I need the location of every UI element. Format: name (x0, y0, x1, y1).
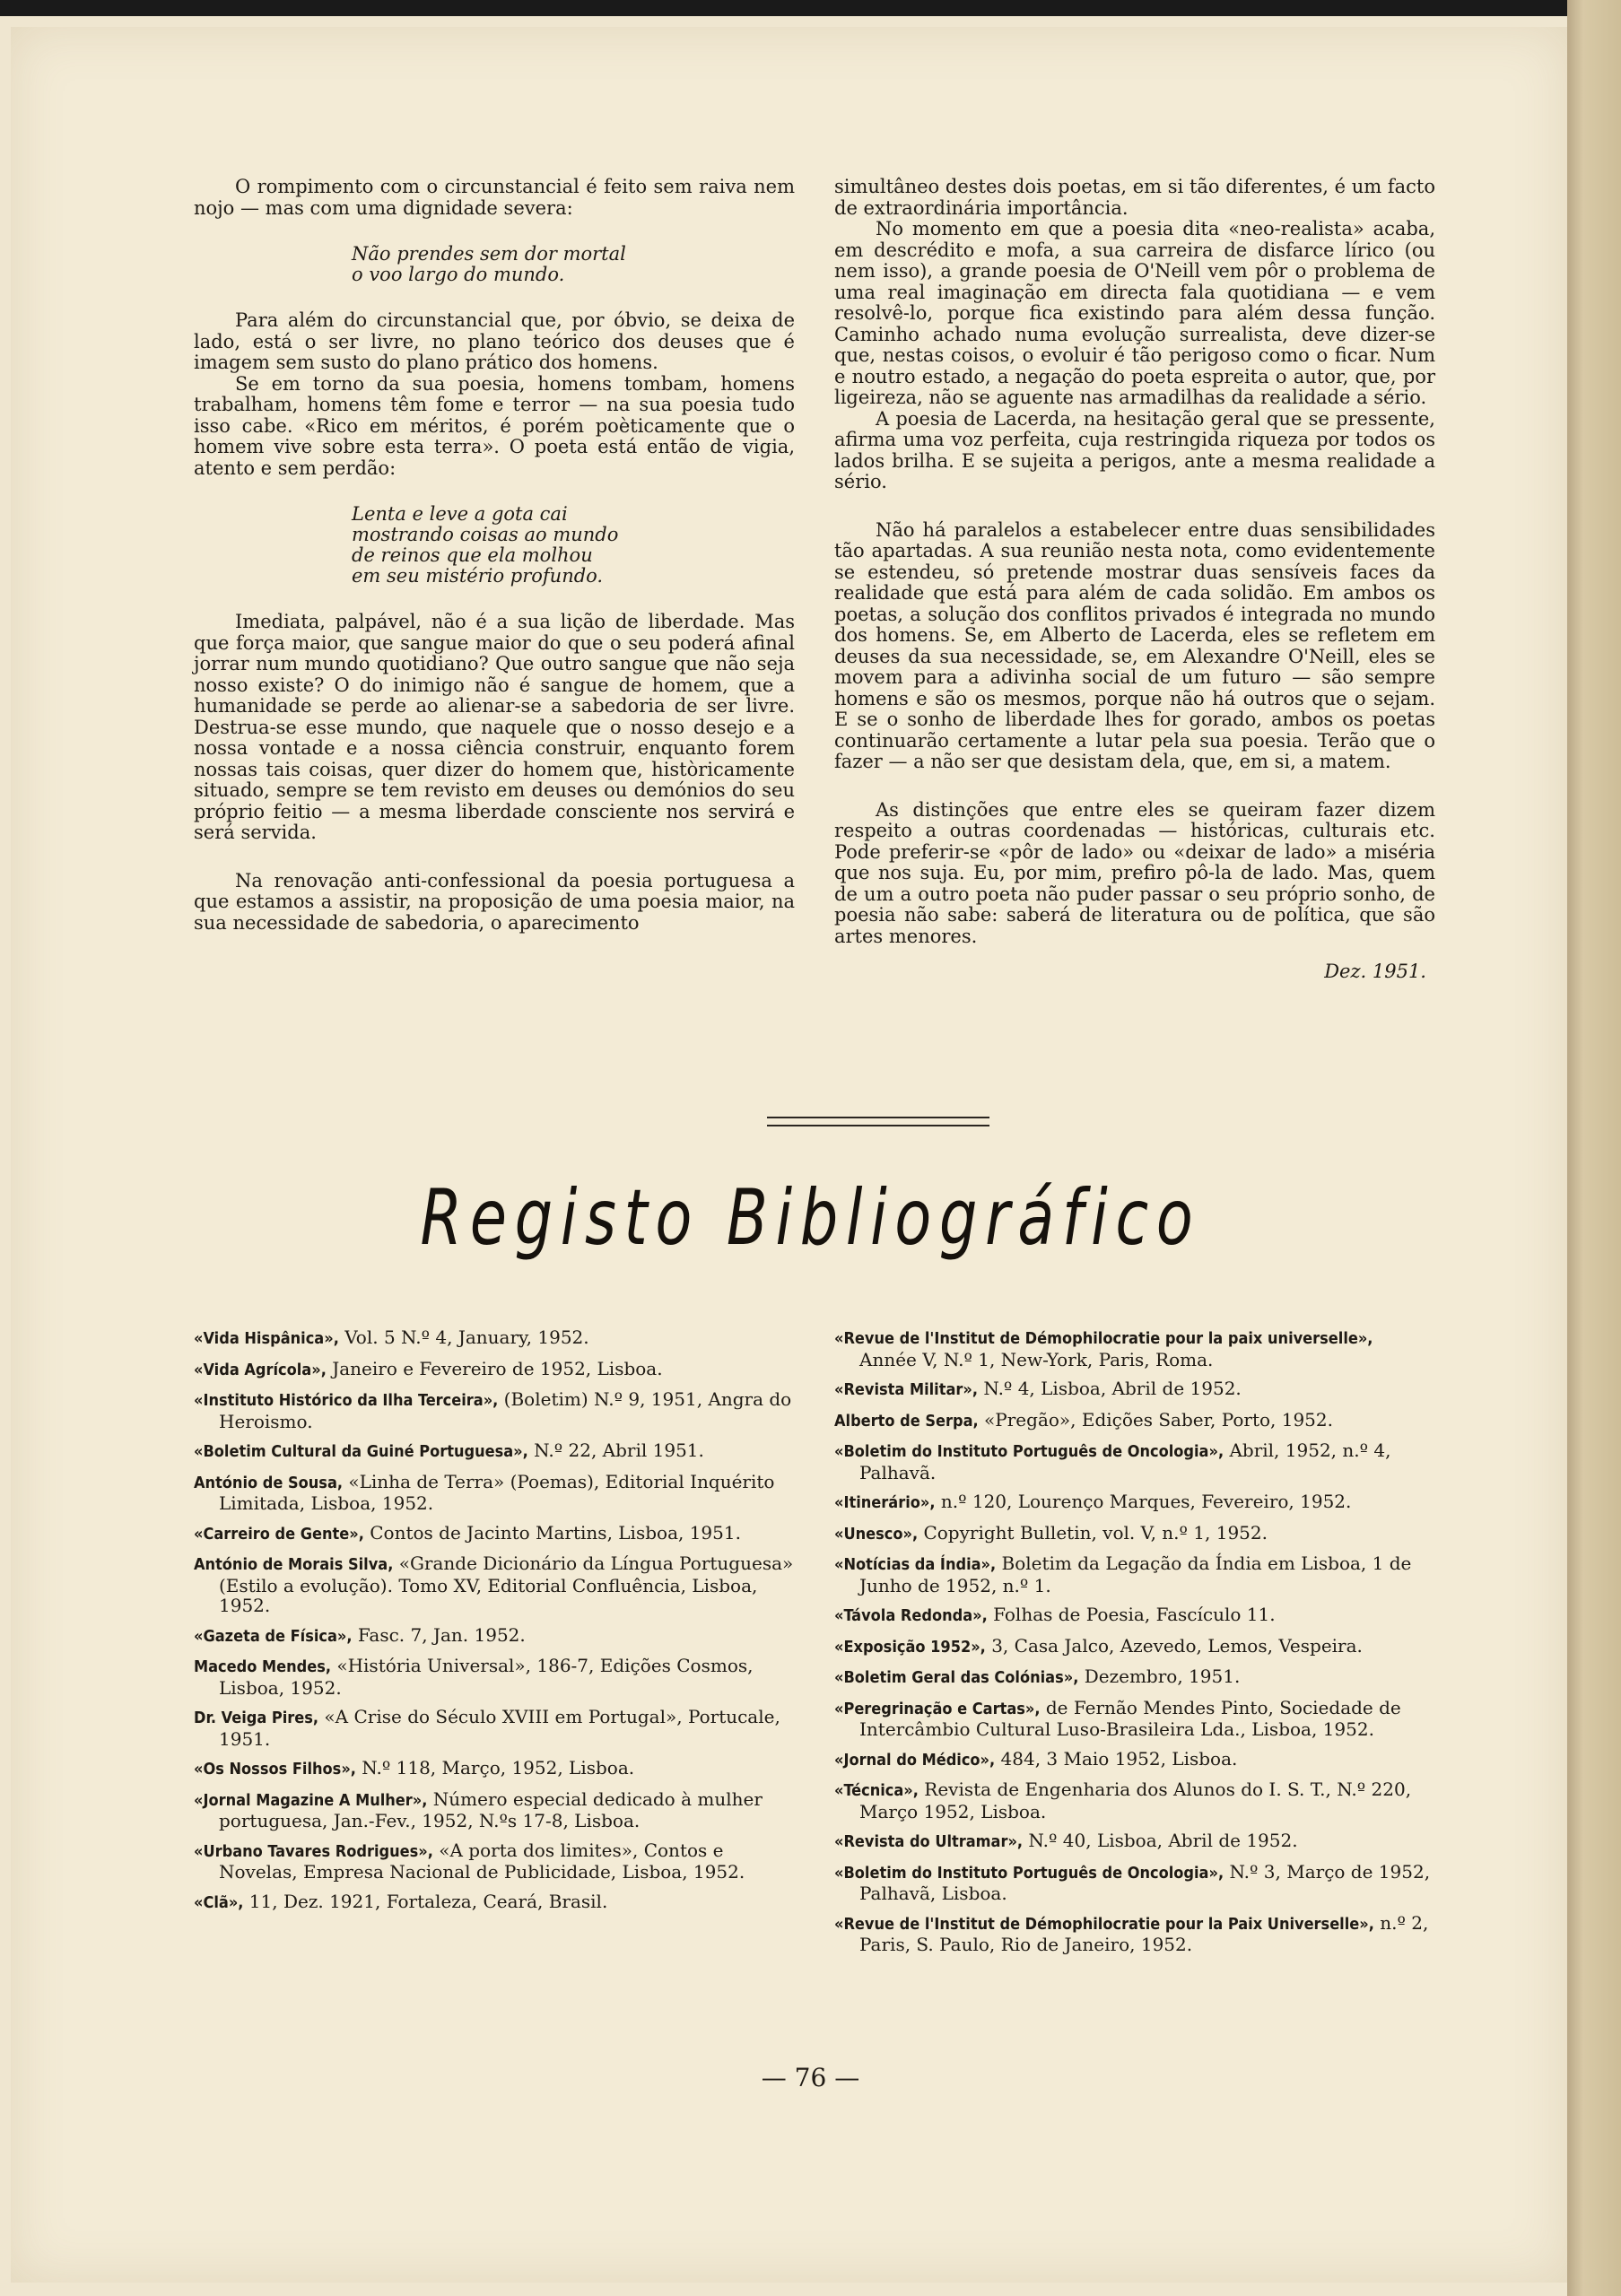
bibliography-entry (834, 1636, 1435, 1658)
bibliography-right-column (834, 1327, 1435, 1964)
bibliography-entry (834, 1779, 1435, 1822)
verse-line: mostrando coisas ao mundo (352, 524, 619, 545)
bibliography-entry (194, 1656, 795, 1698)
bibliography-entry (194, 1472, 795, 1514)
entry-heading: «Boletim Cultural da Guiné Portuguesa», (194, 1442, 528, 1461)
entry-heading: «Boletim Geral das Colónias», (834, 1668, 1079, 1687)
entry-heading: «Peregrinação e Cartas», (834, 1699, 1041, 1718)
bibliography-entry (834, 1378, 1435, 1401)
entry-heading: «Os Nossos Filhos», (194, 1760, 356, 1779)
entry-heading: «Carreiro de Gente», (194, 1524, 364, 1544)
entry-heading: «Instituto Histórico da Ilha Terceira», (194, 1391, 499, 1410)
entry-heading: «Jornal do Médico», (834, 1750, 996, 1770)
page-number: — 76 — (761, 2063, 860, 2092)
bibliography-entry (834, 1666, 1435, 1689)
bibliography-entry (194, 1707, 795, 1749)
entry-heading: «Técnica», (834, 1781, 919, 1800)
entry-heading: «Vida Agrícola», (194, 1360, 327, 1379)
article-date: Dez. 1951. (1324, 961, 1426, 982)
entry-heading: António de Morais Silva, (194, 1555, 394, 1574)
bibliography-entry (834, 1327, 1435, 1370)
paragraph: O rompimento com o circunstancial é feito sem raiva nem nojo — mas com uma dignidade severa: (194, 176, 795, 219)
bibliography-entry (834, 1862, 1435, 1904)
entry-heading: Alberto de Serpa, (834, 1411, 979, 1431)
paragraph: Na renovação anti-confessional da poesia portuguesa a que estamos a assistir, na proposição de uma poesia maior, na sua necessidade de sabedoria, o aparecimento (194, 869, 795, 934)
entry-heading: «Revue de l'Institut de Démophilocratie pour la Paix Universelle», (834, 1914, 1374, 1934)
entry-details: 484, 3 Maio 1952, Lisboa. (995, 1747, 1238, 1770)
section-title: Registo Bibliográfico (420, 1173, 1201, 1263)
entry-details: 3, Casa Jalco, Azevedo, Lemos, Vespeira. (985, 1634, 1363, 1657)
page-edge (1567, 0, 1621, 2296)
bibliography-entry (834, 1749, 1435, 1771)
bibliography-entry (194, 1327, 795, 1350)
entry-details: n.º 120, Lourenço Marques, Fevereiro, 1952. (935, 1491, 1352, 1512)
entry-details: (Boletim) N.º 9, 1951, Angra do Heroismo. (219, 1388, 792, 1432)
entry-details: Copyright Bulletin, vol. V, n.º 1, 1952. (918, 1521, 1268, 1544)
entry-heading: «Revista Militar», (834, 1380, 978, 1399)
bibliography-entry (834, 1553, 1435, 1596)
entry-details: «A porta dos limites», Contos e Novelas, Empresa Nacional de Publicidade, Lisboa, 1952. (219, 1839, 745, 1883)
entry-details: Folhas de Poesia, Fascículo 11. (987, 1604, 1276, 1625)
entry-details: «A Crise do Século XVIII em Portugal», Portucale, 1951. (219, 1706, 780, 1750)
entry-heading: «Jornal Magazine A Mulher», (194, 1790, 428, 1810)
entry-details: Número especial dedicado à mulher portuguesa, Jan.-Fev., 1952, N.ºs 17-8, Lisboa. (219, 1787, 763, 1831)
entry-details: «Grande Dicionário da Língua Portuguesa» (Estilo a evolução). Tomo XV, Editorial Confluência, Lisboa, 1952. (219, 1552, 794, 1616)
bibliography-entry (834, 1440, 1435, 1483)
entry-details: «Linha de Terra» (Poemas), Editorial Inquérito Limitada, Lisboa, 1952. (219, 1470, 775, 1514)
entry-heading: «Itinerário», (834, 1493, 936, 1512)
entry-details: Janeiro e Fevereiro de 1952, Lisboa. (326, 1357, 663, 1379)
paragraph: No momento em que a poesia dita «neo-realista» acaba, em descrédito e mofa, a sua carreira de disfarce lírico (ou nem isso), a grande poesia de O'Neill vem pôr o problema de uma real imaginação em directa fala quotidiana — e vem resolvê-lo, porque fica existindo para além dessa função. Caminho achado numa evolução surrealista, deve dizer-se que, nestas coisos, o evoluir é tão perigoso como o ficar. Num e noutro estado, a negação do poeta espreita o autor, que, por ligeireza, não se aguente nas armadilhas da realidade a sério. (834, 218, 1435, 408)
entry-heading: «Clã», (194, 1892, 244, 1912)
verse-line: o voo largo do mundo. (352, 264, 565, 285)
bibliography-entry (834, 1523, 1435, 1545)
bibliography-entry (194, 1389, 795, 1431)
bibliography-entry (834, 1698, 1435, 1740)
entry-heading: «Vida Hispânica», (194, 1329, 339, 1348)
verse-line: Lenta e leve a gota cai (352, 503, 568, 525)
entry-heading: «Távola Redonda», (834, 1606, 988, 1625)
entry-heading: «Notícias da Índia», (834, 1555, 997, 1574)
bibliography-entry (194, 1789, 795, 1831)
paragraph: As distinções que entre eles se queiram fazer dizem respeito a outras coordenadas — históricas, culturais etc. Pode preferir-se «pôr de lado» ou «deixar de lado» a miséria que nos suja. Eu, por mim, prefiro pô-la de lado. Mas, quem de um a outro poeta não puder passar o seu próprio sonho, de poesia não sabe: saberá de literatura ou de política, que são artes menores. (834, 798, 1435, 947)
entry-details: Abril, 1952, n.º 4, Palhavã. (859, 1439, 1391, 1483)
entry-heading: António de Sousa, (194, 1473, 344, 1492)
bibliography-entry (834, 1605, 1435, 1627)
verse-line: em seu mistério profundo. (352, 565, 604, 587)
verse-quote (194, 244, 795, 285)
entry-details: Contos de Jacinto Martins, Lisboa, 1951. (363, 1521, 741, 1544)
entry-details: «História Universal», 186-7, Edições Cosmos, Lisboa, 1952. (219, 1655, 754, 1699)
article-right-column (834, 177, 1435, 983)
entry-details: Fasc. 7, Jan. 1952. (352, 1623, 526, 1646)
bibliography-entry (834, 1492, 1435, 1514)
bibliography-entry (194, 1625, 795, 1648)
entry-details: de Fernão Mendes Pinto, Sociedade de Intercâmbio Cultural Luso-Brasileira Lda., Lisboa, 1952. (859, 1696, 1401, 1740)
bibliography-left-column (194, 1327, 795, 1922)
entry-heading: Macedo Mendes, (194, 1657, 331, 1676)
entry-heading: «Revista do Ultramar», (834, 1832, 1024, 1851)
entry-heading: «Boletim do Instituto Português de Oncologia», (834, 1863, 1224, 1883)
entry-details: «Pregão», Edições Saber, Porto, 1952. (978, 1408, 1333, 1431)
entry-heading: «Urbano Tavares Rodrigues», (194, 1841, 433, 1861)
verse-line: Não prendes sem dor mortal (352, 243, 626, 265)
bibliography-entry (834, 1831, 1435, 1853)
entry-details: Vol. 5 N.º 4, January, 1952. (338, 1326, 589, 1348)
bibliography-entry (194, 1892, 795, 1914)
entry-details: N.º 40, Lisboa, Abril de 1952. (1023, 1830, 1298, 1851)
article-left-column (194, 177, 795, 934)
entry-heading: «Unesco», (834, 1524, 919, 1544)
verse-quote (194, 504, 795, 587)
entry-heading: «Boletim do Instituto Português de Oncologia», (834, 1442, 1224, 1461)
entry-heading: «Exposição 1952», (834, 1637, 986, 1657)
bibliography-entry (194, 1523, 795, 1545)
entry-details: n.º 2, Paris, S. Paulo, Rio de Janeiro, 1952. (859, 1911, 1429, 1955)
entry-details: Année V, N.º 1, New-York, Paris, Roma. (859, 1348, 1214, 1370)
paragraph: A poesia de Lacerda, na hesitação geral que se pressente, afirma uma voz perfeita, cuja restringida riqueza por todos os lados brilha. E se sujeita a perigos, ante a mesma realidade a sério. (834, 407, 1435, 492)
bibliography-entry (194, 1440, 795, 1463)
entry-details: N.º 118, Março, 1952, Lisboa. (355, 1757, 635, 1779)
bibliography-entry (194, 1840, 795, 1883)
entry-details: N.º 22, Abril 1951. (527, 1439, 704, 1461)
bibliography-entry (834, 1410, 1435, 1432)
paragraph: simultâneo destes dois poetas, em si tão diferentes, é um facto de extraordinária importância. (834, 176, 1435, 219)
top-border (0, 0, 1621, 16)
paragraph: Para além do circunstancial que, por óbvio, se deixa de lado, está o ser livre, no plano teórico dos deuses que é imagem sem susto do plano prático dos homens. (194, 309, 795, 373)
entry-heading: «Gazeta de Física», (194, 1626, 353, 1646)
entry-details: N.º 4, Lisboa, Abril de 1952. (978, 1378, 1242, 1399)
entry-details: 11, Dez. 1921, Fortaleza, Ceará, Brasil. (243, 1890, 608, 1912)
entry-details: N.º 3, Março de 1952, Palhavã, Lisboa. (859, 1860, 1431, 1904)
verse-line: de reinos que ela molhou (352, 544, 593, 566)
entry-heading: «Revue de l'Institut de Démophilocratie pour la paix universelle», (834, 1329, 1373, 1348)
entry-details: Boletim da Legação da Índia em Lisboa, 1 de Junho de 1952, n.º 1. (859, 1552, 1412, 1596)
bibliography-entry (194, 1359, 795, 1381)
bibliography-entry (194, 1758, 795, 1780)
paragraph: Imediata, palpável, não é a sua lição de liberdade. Mas que força maior, que sangue maior do que o seu poderá afinal jorrar num mundo quotidiano? Que outro sangue que não seja nosso existe? O do inimigo não é sangue de homem, que a humanidade se perde ao alienar-se a sabedoria de ser livre. Destrua-se esse mundo, que naquele que o nosso desejo e a nossa vontade e a nossa ciência construir, enquanto forem nossas tais coisas, quer dizer do homem que, històricamente situado, sempre se tem revisto em deuses ou demónios do seu próprio feitio — a mesma liberdade consciente nos servirá e será servida. (194, 611, 795, 843)
entry-details: Revista de Engenharia dos Alunos do I. S. T., N.º 220, Março 1952, Lisboa. (859, 1779, 1412, 1822)
entry-heading: Dr. Veiga Pires, (194, 1709, 319, 1727)
section-divider (767, 1117, 989, 1126)
paragraph: Se em torno da sua poesia, homens tombam, homens trabalham, homens têm fome e terror — na sua poesia tudo isso cabe. «Rico em méritos, é porém poèticamente que o homem vive sobre esta terra». O poeta está então de vigia, atento e sem perdão: (194, 372, 795, 479)
bibliography-entry (834, 1913, 1435, 1955)
entry-details: Dezembro, 1951. (1078, 1665, 1241, 1687)
bibliography-entry (194, 1553, 795, 1616)
paragraph: Não há paralelos a estabelecer entre duas sensibilidades tão apartadas. A sua reunião nesta nota, como evidentemente se estendeu, só pretende mostrar duas sensíveis faces da realidade que está para além de cada solidão. Em ambos os poetas, a solução dos conflitos privados é integrada no mundo dos homens. Se, em Alberto de Lacerda, eles se refletem em deuses da sua necessidade, se, em Alexandre O'Neill, eles se movem para a adivinha social de um futuro — são sempre homens e são os mesmos, porque não há outros que o sejam. E se o sonho de liberdade lhes for gorado, ambos os poetas continuarão certamente a lutar pela sua poesia. Terão que o fazer — a não ser que desistam dela, que, em si, a matem. (834, 518, 1435, 772)
